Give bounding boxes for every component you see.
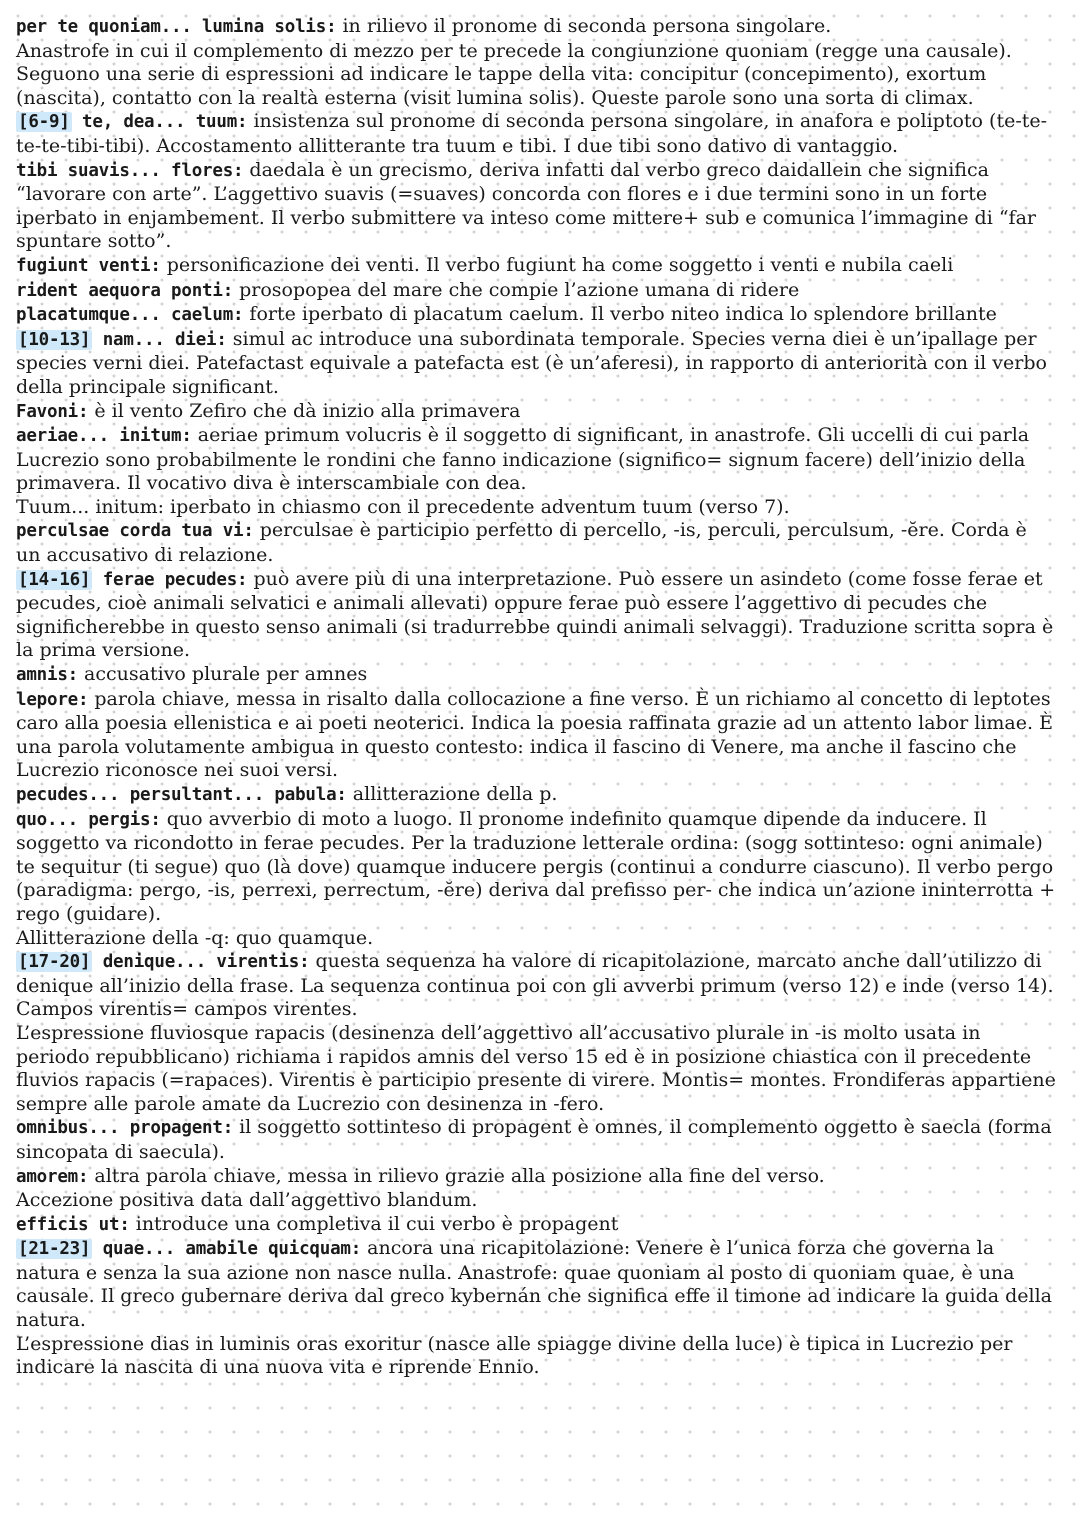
note-text: perculsae è participio perfetto di percello, -is, perculi, perculsum, -ĕre. Corda è un accusativo di relazione.	[16, 519, 1027, 567]
note-text: personificazione dei venti. Il verbo fugiunt ha come soggetto i venti e nubila caeli	[160, 253, 954, 276]
note-term: placatumque... caelum:	[16, 305, 244, 326]
note-text: daedala è un grecismo, deriva infatti dal verbo greco daidallein che significa “lavorare con arte”. L’aggettivo suavis (=suaves) concorda con flores e i due termini sono in un forte iperbato in enjambement. Il verbo submittere va inteso come mittere+ sub e comunica l’immagine di “far spuntare sotto”.	[16, 158, 1036, 253]
note-paragraph	[16, 254, 1056, 279]
note-term: amorem:	[16, 1166, 89, 1187]
note-term: pecudes... persultant... pabula:	[16, 785, 347, 805]
note-text: aeriae primum volucris è il soggetto di significant, in anastrofe. Gli uccelli di cui parla Lucrezio sono probabilmente le rondini che fanno indicazione (significo= signum facere) dell’inizio della primavera. Il vocativo diva è interscambiale con dea. Tuum... initum: iperbato in chiasmo con il precedente adventum tuum (verso 7).	[16, 424, 1030, 518]
note-text: forte iperbato di placatum caelum. Il verbo niteo indica lo splendore brillante	[243, 303, 997, 326]
note-text: introduce una completiva il cui verbo è propagent	[129, 1212, 619, 1235]
note-text: ancora una ricapitolazione: Venere è l’unica forza che governa la natura e senza la sua azione non nasce nulla. Anastrofe: quae quoniam al posto di quoniam quae, è una causale. Il greco gubernare deriva dal greco kybernán che significa effe il timone ad indicare la guida della natura. L’espressione dias in luminis oras exoritur (nasce alle spiagge divine della luce) è tipica in Lucrezio per indicare la nascita di una nuova vita e riprende Ennio.	[16, 1237, 1053, 1379]
note-term: Favoni:	[16, 401, 89, 422]
note-paragraph	[16, 688, 1056, 783]
note-term: quae... amabile quicquam:	[92, 1239, 362, 1260]
note-paragraph	[16, 1116, 1056, 1164]
note-term: aeriae... initum:	[16, 426, 192, 447]
note-text: quo avverbio di moto a luogo. Il pronome indefinito quamque dipende da inducere. Il soggetto va ricondotto in ferae pecudes. Per la traduzione letterale ordina: (sogg sottinteso: ogni animale) te sequitur (ti segue) quo (là dove) quamque inducere pergis (continui a condurre ciascuno). Il verbo pergo (paradigma: pergo, -is, perrexi, perrectum, -ĕre) deriva dal prefisso per- che indica un’azione ininterrotta + rego (guidare). Allitterazione della -q: quo quamque.	[16, 807, 1056, 949]
note-term: quo... pergis:	[16, 809, 161, 830]
note-paragraph	[16, 1213, 1056, 1238]
note-paragraph	[16, 1165, 1056, 1213]
note-paragraph	[16, 110, 1056, 158]
note-paragraph	[16, 1237, 1056, 1380]
note-text: insistenza sul pronome di seconda persona singolare, in anafora e poliptoto (te-te-te-te-tibi-tibi). Accostamento allitterante tra tuum e tibi. I due tibi sono dativo di vantaggio.	[16, 110, 1048, 157]
note-text: è il vento Zefiro che dà inizio alla primavera	[88, 399, 521, 422]
note-term: per te quoniam... lumina solis:	[16, 17, 337, 37]
note-term: denique... virentis:	[92, 952, 310, 973]
verse-range-label: [6-9]	[18, 112, 70, 133]
note-paragraph	[16, 950, 1056, 1116]
commentary-page	[16, 15, 1056, 1380]
note-term: omnibus... propagent:	[16, 1118, 234, 1139]
note-text: altra parola chiave, messa in rilievo grazie alla posizione alla fine del verso. Accezione positiva data dall’aggettivo blandum.	[16, 1164, 825, 1212]
note-paragraph	[16, 568, 1056, 663]
note-paragraph	[16, 159, 1056, 254]
note-paragraph	[16, 279, 1056, 304]
note-paragraph	[16, 328, 1056, 400]
note-text: può avere più di una interpretazione. Può essere un asindeto (come fosse ferae et pecudes, cioè animali selvatici e animali allevati) oppure ferae può essere l’aggettivo di pecudes che significherebbe in questo senso animali (si tradurrebbe quindi animali selvaggi). Traduzione scritta sopra è la prima versione.	[16, 567, 1054, 662]
note-text: allitterazione della p.	[346, 783, 558, 805]
verse-range-label: [10-13]	[18, 329, 91, 350]
note-paragraph	[16, 400, 1056, 425]
note-term: rident aequora ponti:	[16, 280, 234, 301]
note-paragraph	[16, 424, 1056, 519]
note-term: perculsae corda tua vi:	[16, 521, 254, 542]
note-term: ferae pecudes:	[92, 569, 248, 590]
note-term: lepore:	[16, 689, 89, 710]
note-term: fugiunt venti:	[16, 255, 161, 276]
note-paragraph	[16, 663, 1056, 688]
note-paragraph	[16, 15, 1056, 110]
note-text: prosopopea del mare che compie l’azione umana di ridere	[233, 278, 800, 301]
verse-range-label: [21-23]	[18, 1239, 91, 1260]
note-text: parola chiave, messa in risalto dalla collocazione a fine verso. È un richiamo al concetto di leptotes caro alla poesia ellenistica e ai poeti neoterici. Indica la poesia raffinata grazie ad un attento labor limae. È una parola volutamente ambigua in questo contesto: indica il fascino di Venere, ma anche il fascino che Lucrezio riconosce nei suoi versi.	[16, 687, 1053, 782]
note-text: in rilievo il pronome di seconda persona singolare. Anastrofe in cui il complemento di mezzo per te precede la congiunzione quoniam (regge una causale). Seguono una serie di espressioni ad indicare le tappe della vita: concipitur (concepimento), exortum (nascita), contatto con la realtà esterna (visit lumina solis). Queste parole sono una sorta di climax.	[16, 15, 1012, 109]
note-text: accusativo plurale per amnes	[78, 663, 368, 686]
verse-range-label: [17-20]	[18, 952, 91, 973]
note-paragraph	[16, 303, 1056, 328]
note-text: questa sequenza ha valore di ricapitolazione, marcato anche dall’utilizzo di denique all’inizio della frase. La sequenza continua poi con gli avverbi primum (verso 12) e inde (verso 14). Campos virentis= campos virentes. L’espressione fluviosque rapacis (desinenza dell’aggettivo all’accusativo plurale in -is molto usata in periodo repubblicano) richiama i rapidos amnis del verso 15 ed è in posizione chiastica con il precedente fluvios rapacis (=rapaces). Virentis è participio presente di virere. Montis= montes. Frondiferas appartiene sempre alle parole amate da Lucrezio con desinenza in -fero.	[16, 950, 1056, 1115]
note-text: il soggetto sottinteso di propagent è omnes, il complemento oggetto è saecla (forma sincopata di saecula).	[16, 1116, 1052, 1163]
note-text: simul ac introduce una subordinata temporale. Species verna diei è un’ipallage per species verni diei. Patefactast equivale a patefacta est (è un’aferesi), in rapporto di anteriorità con il verbo della principale significant.	[16, 327, 1047, 398]
note-term: amnis:	[16, 665, 79, 686]
note-term: tibi suavis... flores:	[16, 160, 244, 181]
note-paragraph	[16, 519, 1056, 567]
note-paragraph	[16, 783, 1056, 808]
note-paragraph	[16, 808, 1056, 951]
note-term: efficis ut:	[16, 1214, 130, 1235]
note-term: te, dea... tuum:	[71, 112, 248, 133]
note-term: nam... diei:	[92, 329, 227, 350]
verse-range-label: [14-16]	[18, 569, 91, 590]
